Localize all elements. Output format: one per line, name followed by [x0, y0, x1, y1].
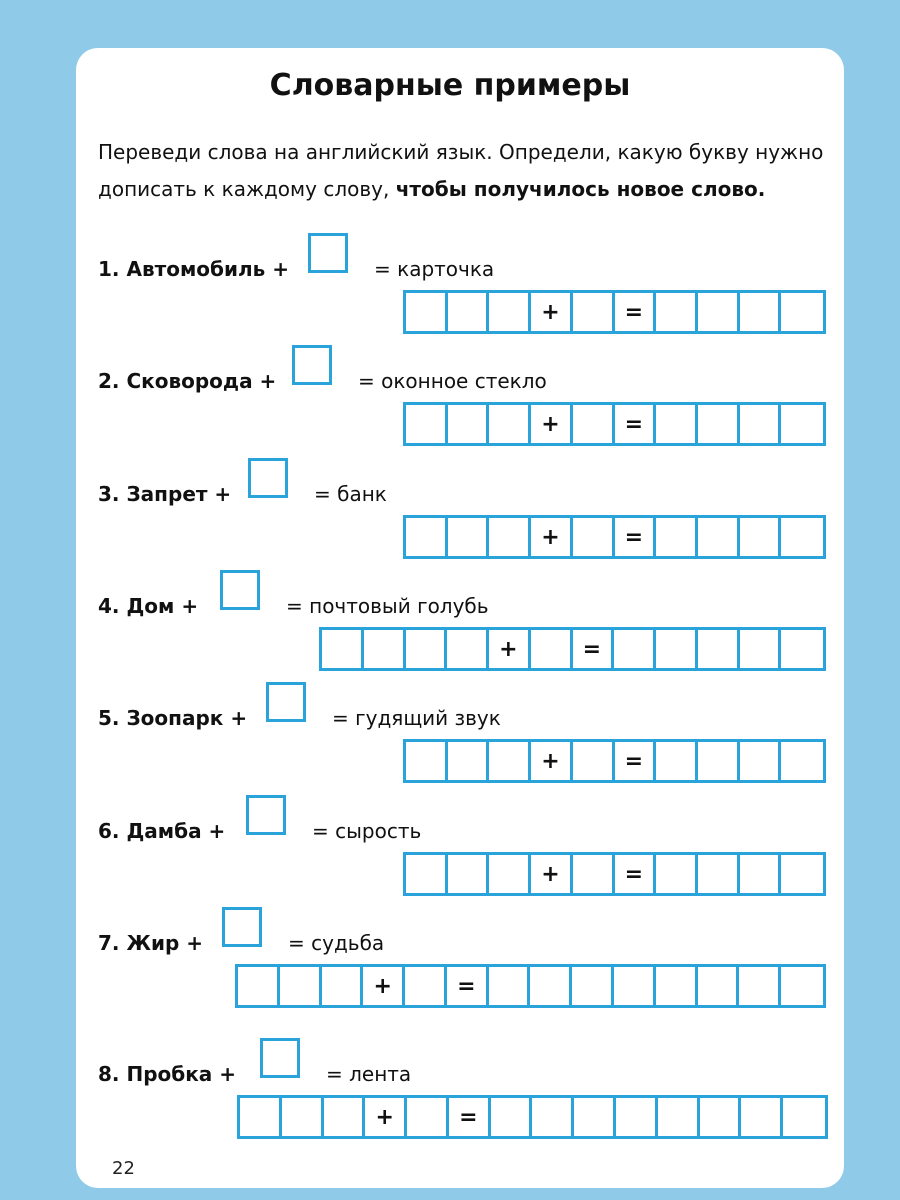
plus-sign: +: [489, 630, 531, 668]
equals-sign: =: [615, 293, 657, 331]
plus-sign: +: [365, 1098, 407, 1136]
answer-cell[interactable]: [240, 1098, 282, 1136]
answer-cell[interactable]: [781, 518, 823, 556]
answer-cell[interactable]: [573, 855, 615, 893]
answer-cell[interactable]: [783, 1098, 825, 1136]
plus-sign: +: [363, 967, 405, 1005]
answer-cell[interactable]: [406, 630, 448, 668]
plus-sign: +: [531, 855, 573, 893]
answer-cell[interactable]: [781, 630, 823, 668]
task-5-letter-box[interactable]: [266, 682, 306, 722]
answer-cell[interactable]: [448, 293, 490, 331]
equals-sign: =: [615, 405, 657, 443]
answer-cell[interactable]: [698, 742, 740, 780]
task-3-letter-box[interactable]: [248, 458, 288, 498]
answer-cell[interactable]: [280, 967, 322, 1005]
answer-cell[interactable]: [322, 967, 364, 1005]
answer-cell[interactable]: [698, 405, 740, 443]
answer-cell[interactable]: [614, 630, 656, 668]
answer-cell[interactable]: [448, 405, 490, 443]
answer-cell[interactable]: [447, 630, 489, 668]
answer-cell[interactable]: [698, 518, 740, 556]
answer-cell[interactable]: [700, 1098, 742, 1136]
answer-cell[interactable]: [489, 967, 531, 1005]
answer-cell[interactable]: [406, 742, 448, 780]
task-4-letter-box[interactable]: [220, 570, 260, 610]
instructions-text: Переведи слова на английский язык. Определи, какую букву нужно дописать к каждому слову,: [98, 140, 824, 201]
answer-cell[interactable]: [740, 855, 782, 893]
instructions-bold: чтобы получилось новое слово.: [395, 177, 766, 201]
answer-cell[interactable]: [616, 1098, 658, 1136]
answer-cell[interactable]: [573, 405, 615, 443]
answer-cell[interactable]: [532, 1098, 574, 1136]
answer-cell[interactable]: [489, 293, 531, 331]
task-8-answer-grid: [237, 1095, 828, 1139]
answer-cell[interactable]: [740, 742, 782, 780]
task-1-answer-grid: [403, 290, 826, 334]
answer-cell[interactable]: [781, 967, 823, 1005]
answer-cell[interactable]: [658, 1098, 700, 1136]
answer-cell[interactable]: [740, 630, 782, 668]
answer-cell[interactable]: [740, 405, 782, 443]
answer-cell[interactable]: [324, 1098, 366, 1136]
answer-cell[interactable]: [574, 1098, 616, 1136]
answer-cell[interactable]: [573, 742, 615, 780]
task-7-label: 7. Жир +: [98, 931, 204, 955]
answer-cell[interactable]: [448, 742, 490, 780]
task-6-answer-grid: [403, 852, 826, 896]
answer-cell[interactable]: [406, 405, 448, 443]
answer-cell[interactable]: [530, 967, 572, 1005]
task-5-answer-grid: [403, 739, 826, 783]
answer-cell[interactable]: [238, 967, 280, 1005]
answer-cell[interactable]: [698, 293, 740, 331]
answer-cell[interactable]: [491, 1098, 533, 1136]
task-2-result: = оконное стекло: [358, 369, 547, 393]
answer-cell[interactable]: [656, 405, 698, 443]
page-number: 22: [112, 1158, 135, 1179]
task-1-label: 1. Автомобиль +: [98, 257, 290, 281]
task-2-label: 2. Сковорода +: [98, 369, 277, 393]
task-8-label: 8. Пробка +: [98, 1062, 237, 1086]
answer-cell[interactable]: [739, 967, 781, 1005]
answer-cell[interactable]: [531, 630, 573, 668]
task-6-letter-box[interactable]: [246, 795, 286, 835]
task-4-answer-grid: [319, 627, 826, 671]
equals-sign: =: [573, 630, 615, 668]
answer-cell[interactable]: [698, 967, 740, 1005]
answer-cell[interactable]: [489, 855, 531, 893]
answer-cell[interactable]: [448, 855, 490, 893]
task-2-letter-box[interactable]: [292, 345, 332, 385]
answer-cell[interactable]: [282, 1098, 324, 1136]
answer-cell[interactable]: [573, 293, 615, 331]
page-title: Словарные примеры: [269, 68, 631, 103]
plus-sign: +: [531, 518, 573, 556]
answer-cell[interactable]: [406, 855, 448, 893]
plus-sign: +: [531, 405, 573, 443]
task-3-answer-grid: [403, 515, 826, 559]
answer-cell[interactable]: [489, 405, 531, 443]
plus-sign: +: [531, 293, 573, 331]
answer-cell[interactable]: [781, 293, 823, 331]
task-2-answer-grid: [403, 402, 826, 446]
task-5-label: 5. Зоопарк +: [98, 706, 248, 730]
answer-cell[interactable]: [322, 630, 364, 668]
equals-sign: =: [615, 518, 657, 556]
task-4-result: = почтовый голубь: [286, 594, 489, 618]
answer-cell[interactable]: [656, 293, 698, 331]
answer-cell[interactable]: [656, 855, 698, 893]
task-6-label: 6. Дамба +: [98, 819, 226, 843]
answer-cell[interactable]: [656, 630, 698, 668]
answer-cell[interactable]: [656, 518, 698, 556]
answer-cell[interactable]: [405, 967, 447, 1005]
task-7-answer-grid: [235, 964, 826, 1008]
answer-cell[interactable]: [573, 518, 615, 556]
task-3-label: 3. Запрет +: [98, 482, 232, 506]
task-3-result: = банк: [314, 482, 387, 506]
answer-cell[interactable]: [614, 967, 656, 1005]
answer-cell[interactable]: [406, 518, 448, 556]
answer-cell[interactable]: [781, 855, 823, 893]
answer-cell[interactable]: [572, 967, 614, 1005]
task-5-result: = гудящий звук: [332, 706, 501, 730]
task-8-letter-box[interactable]: [260, 1038, 300, 1078]
answer-cell[interactable]: [740, 293, 782, 331]
answer-cell[interactable]: [741, 1098, 783, 1136]
answer-cell[interactable]: [656, 742, 698, 780]
answer-cell[interactable]: [740, 518, 782, 556]
worksheet-card: [76, 48, 844, 1188]
task-8-result: = лента: [326, 1062, 412, 1086]
answer-cell[interactable]: [698, 855, 740, 893]
answer-cell[interactable]: [448, 518, 490, 556]
equals-sign: =: [615, 855, 657, 893]
answer-cell[interactable]: [781, 742, 823, 780]
answer-cell[interactable]: [489, 518, 531, 556]
equals-sign: =: [615, 742, 657, 780]
answer-cell[interactable]: [698, 630, 740, 668]
answer-cell[interactable]: [406, 293, 448, 331]
task-1-letter-box[interactable]: [308, 233, 348, 273]
equals-sign: =: [447, 967, 489, 1005]
plus-sign: +: [531, 742, 573, 780]
answer-cell[interactable]: [407, 1098, 449, 1136]
task-1-result: = карточка: [374, 257, 495, 281]
task-7-result: = судьба: [288, 931, 385, 955]
answer-cell[interactable]: [781, 405, 823, 443]
task-4-label: 4. Дом +: [98, 594, 199, 618]
task-7-letter-box[interactable]: [222, 907, 262, 947]
answer-cell[interactable]: [364, 630, 406, 668]
task-6-result: = сырость: [312, 819, 422, 843]
answer-cell[interactable]: [489, 742, 531, 780]
equals-sign: =: [449, 1098, 491, 1136]
answer-cell[interactable]: [656, 967, 698, 1005]
instructions: [98, 134, 838, 208]
